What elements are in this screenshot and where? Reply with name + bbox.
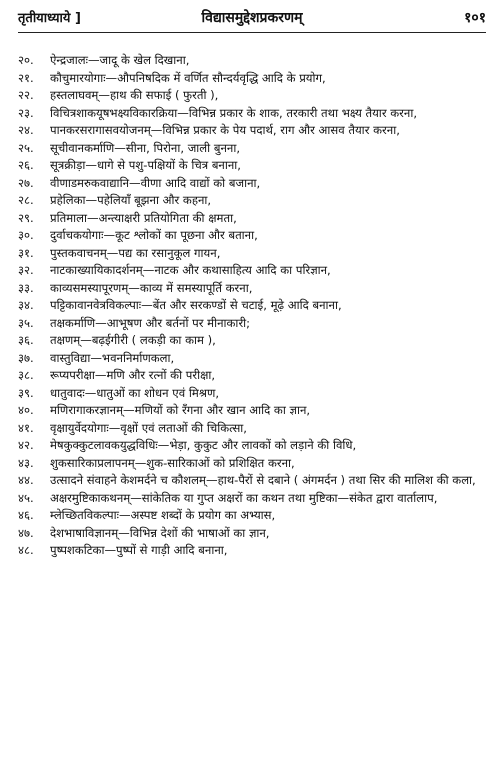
item-text: काव्यसमस्यापूरणम्—काव्य में समस्यापूर्ति करना, [50, 280, 253, 295]
list-item [18, 140, 488, 158]
item-text: दुर्वाचकयोगाः—कूट श्लोकों का पूछना और बताना, [50, 228, 258, 242]
item-number: ४२. [18, 438, 34, 452]
item-number: ३२. [18, 263, 34, 277]
item-number: ३३. [18, 280, 34, 295]
chapter-marker: तृतीयाध्याये ] [18, 11, 81, 26]
item-number: २०. [18, 53, 34, 67]
item-text: प्रहेलिका—पहेलियाँ बूझना और कहना, [50, 193, 212, 207]
item-text: वास्तुविद्या—भवननिर्माणकला, [50, 350, 175, 365]
item-number: ४३. [18, 455, 34, 470]
item-text: वीणाडमरुकवाद्यानि—वीणा आदि वाद्यों को बजाना, [50, 175, 261, 190]
item-text: प्रतिमाला—अन्त्याक्षरी प्रतियोगिता की क्षमता, [50, 210, 237, 225]
list-item [18, 227, 488, 245]
list-item [18, 367, 488, 385]
item-text: रूप्यपरीक्षा—मणि और रत्नों की परीक्षा, [50, 368, 216, 382]
item-text: तक्षणम्—बढ़ईगीरी ( लकड़ी का काम ), [50, 333, 216, 347]
item-text: उत्सादने संवाहने केशमर्दने च कौशलम्—हाथ-पैरों से दबाने ( अंगमर्दन ) तथा सिर की मालिश की कला, [50, 473, 476, 487]
list-item [18, 332, 488, 350]
item-text: नाटकाख्यायिकादर्शनम्—नाटक और कथासाहित्य आदि का परिज्ञान, [50, 263, 331, 277]
item-text: पुष्पशकटिका—पुष्पों से गाड़ी आदि बनाना, [50, 543, 228, 557]
item-text: अक्षरमुष्टिकाकथनम्—सांकेतिक या गुप्त अक्षरों का कथन तथा मुष्टिका—संकेत द्वारा वार्तालाप, [50, 490, 438, 505]
item-number: २८. [18, 193, 34, 207]
item-text: शुकसारिकाप्रलापनम्—शुक-सारिकाओं को प्रशिक्षित करना, [50, 455, 295, 470]
item-number: ४८. [18, 543, 34, 557]
item-text: पट्टिकावानवेत्रविकल्पाः—बेंत और सरकण्डों से चटाई, मूढ़े आदि बनाना, [50, 298, 342, 312]
list-item [18, 490, 488, 508]
item-number: ४४. [18, 473, 34, 487]
list-item [18, 525, 488, 543]
item-number: ३८. [18, 368, 34, 382]
list-item [18, 455, 488, 473]
item-number: ४७. [18, 525, 34, 540]
list-item [18, 280, 488, 298]
list-item [18, 420, 488, 438]
item-text: हस्तलाघवम्—हाथ की सफाई ( फुरती ), [50, 88, 219, 102]
item-number: २३. [18, 105, 34, 120]
item-text: विचित्रशाकयूषभक्ष्यविकारक्रिया—विभिन्न प्रकार के शाक, तरकारी तथा भक्ष्य तैयार करना, [50, 105, 418, 120]
list-item [18, 385, 488, 403]
item-text: सूत्रक्रीड़ा—धागे से पशु-पक्षियों के चित्र बनाना, [50, 158, 241, 172]
item-number: ४६. [18, 508, 34, 522]
list-item [18, 70, 488, 88]
list-item [18, 315, 488, 333]
list-item [18, 542, 488, 560]
item-text: मणिरागाकरज्ञानम्—मणियों को रँगना और खान आदि का ज्ञान, [50, 403, 311, 417]
item-text: पुस्तकवाचनम्—पद्य का रसानुकूल गायन, [50, 245, 221, 260]
list-item [18, 105, 488, 123]
list-item [18, 122, 488, 140]
list-item [18, 175, 488, 193]
item-number: ४१. [18, 420, 34, 435]
page-number: १०१ [464, 10, 486, 26]
list-item [18, 262, 488, 280]
item-text: ऐन्द्रजालः—जादू के खेल दिखाना, [50, 53, 190, 67]
item-number: ३५. [18, 315, 34, 330]
item-number: ३१. [18, 245, 34, 260]
list-item [18, 210, 488, 228]
item-number: २१. [18, 70, 34, 85]
list-item [18, 472, 488, 490]
item-text: कौचुमारयोगाः—औपनिषदिक में वर्णित सौन्दर्यवृद्धि आदि के प्रयोग, [50, 70, 326, 85]
item-text: पानकरसरागासवयोजनम्—विभिन्न प्रकार के पेय पदार्थ, राग और आसव तैयार करना, [50, 123, 400, 137]
item-number: २७. [18, 175, 34, 190]
item-number: ३७. [18, 350, 34, 365]
item-number: ४०. [18, 403, 34, 417]
page-header [18, 4, 486, 44]
item-number: २५. [18, 140, 34, 155]
item-number: २९. [18, 210, 34, 225]
list-item [18, 402, 488, 420]
kala-list [18, 52, 488, 560]
item-number: २२. [18, 88, 34, 102]
list-item [18, 192, 488, 210]
list-item [18, 437, 488, 455]
item-number: ४५. [18, 490, 34, 505]
list-item [18, 157, 488, 175]
list-item [18, 507, 488, 525]
item-number: २४. [18, 123, 34, 137]
list-item [18, 350, 488, 368]
item-text: देशभाषाविज्ञानम्—विभिन्न देशों की भाषाओं का ज्ञान, [50, 525, 270, 540]
list-item [18, 87, 488, 105]
item-text: मेषकुक्कुटलावकयुद्धविधिः—भेड़ा, कुकुट और लावकों को लड़ाने की विधि, [50, 438, 357, 452]
item-text: सूचीवानकर्माणि—सीना, पिरोना, जाली बुनना, [50, 140, 241, 155]
item-text: धातुवादः—धातुओं का शोधन एवं मिश्रण, [50, 385, 220, 400]
item-number: ३९. [18, 385, 34, 400]
item-number: २६. [18, 158, 34, 172]
item-text: वृक्षायुर्वेदयोगाः—वृक्षों एवं लताओं की चिकित्सा, [50, 420, 247, 435]
item-number: ३०. [18, 228, 34, 242]
item-text: म्लेच्छितविकल्पाः—अस्पष्ट शब्दों के प्रयोग का अभ्यास, [50, 508, 276, 522]
list-item [18, 297, 488, 315]
list-item [18, 245, 488, 263]
list-item [18, 52, 488, 70]
header-rule [18, 32, 486, 33]
item-number: ३४. [18, 298, 34, 312]
item-number: ३६. [18, 333, 34, 347]
item-text: तक्षकर्माणि—आभूषण और बर्तनों पर मीनाकारी; [50, 315, 251, 330]
section-title: विद्यासमुद्देशप्रकरणम् [201, 10, 303, 26]
